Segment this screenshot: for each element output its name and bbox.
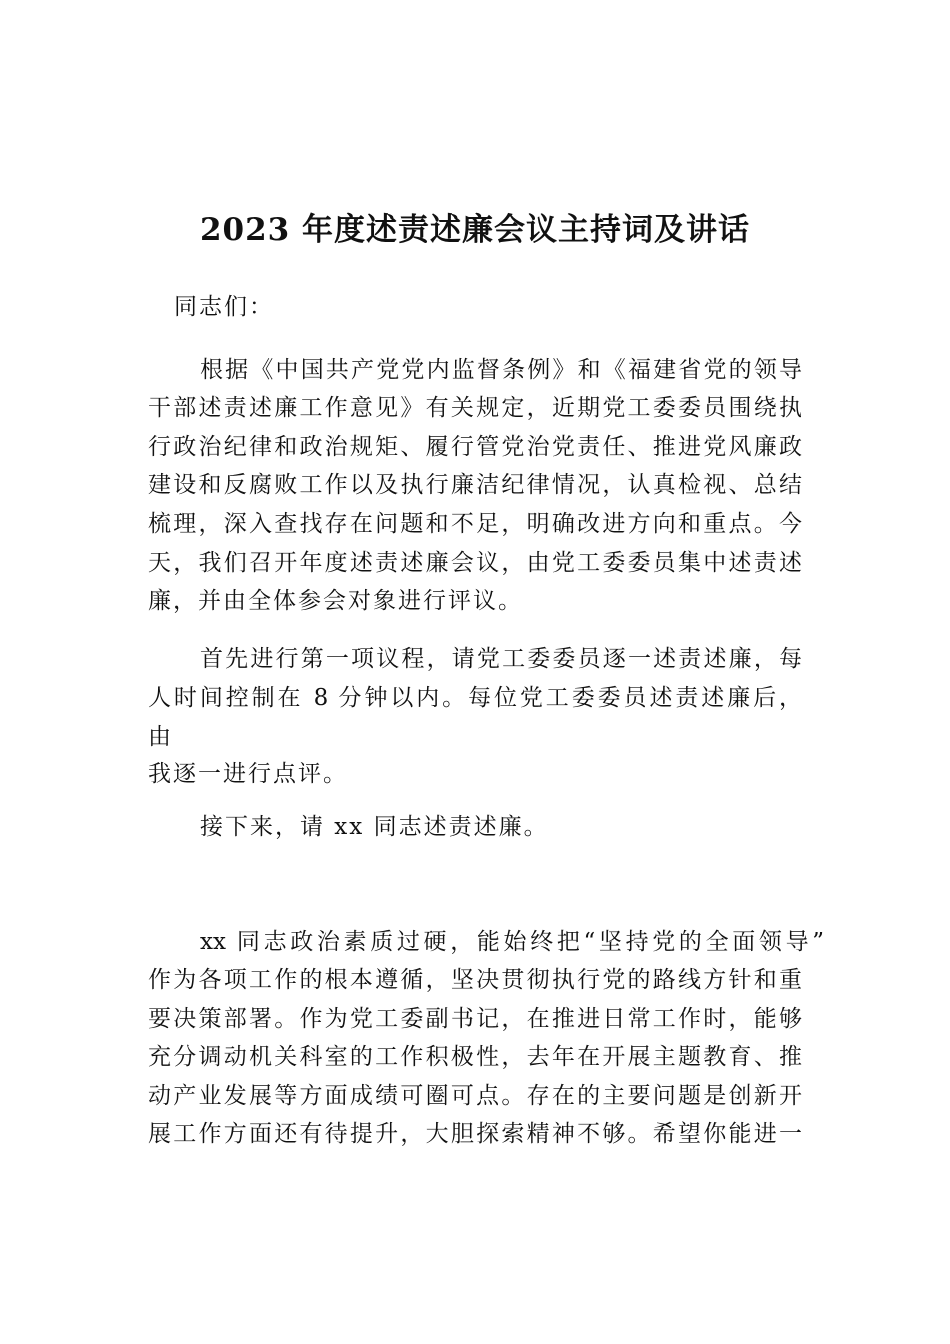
paragraph-1-line-3: 行政治纪律和政治规矩、履行管党治党责任、推进党风廉政 bbox=[148, 434, 802, 460]
document-title: 2023 年度述责述廉会议主持词及讲话 bbox=[199, 212, 751, 248]
paragraph-4-line-6: 展工作方面还有待提升，大胆探索精神不够。希望你能进一 bbox=[148, 1121, 802, 1147]
paragraph-1-line-6: 天，我们召开年度述责述廉会议，由党工委委员集中述责述 bbox=[148, 550, 802, 576]
paragraph-1-line-7: 廉，并由全体参会对象进行评议。 bbox=[148, 588, 523, 614]
paragraph-4-line-4: 充分调动机关科室的工作积极性，去年在开展主题教育、推 bbox=[148, 1044, 802, 1070]
paragraph-2-line-2: 人时间控制在 8 分钟以内。每位党工委委员述责述廉后， bbox=[148, 685, 802, 711]
paragraph-4-line-3: 要决策部署。作为党工委副书记，在推进日常工作时，能够 bbox=[148, 1006, 802, 1032]
paragraph-1-line-1: 根据《中国共产党党内监督条例》和《福建省党的领导 bbox=[200, 357, 802, 383]
paragraph-3-line-1: 接下来，请 xx 同志述责述廉。 bbox=[200, 814, 549, 840]
paragraph-4-line-5: 动产业发展等方面成绩可圈可点。存在的主要问题是创新开 bbox=[148, 1083, 802, 1109]
paragraph-2-line-4: 我逐一进行点评。 bbox=[148, 761, 348, 787]
paragraph-4-line-2: 作为各项工作的根本遵循，坚决贯彻执行党的路线方针和重 bbox=[148, 967, 802, 993]
paragraph-2-line-1: 首先进行第一项议程，请党工委委员逐一述责述廉，每 bbox=[200, 646, 802, 672]
paragraph-2-line-3: 由 bbox=[148, 724, 173, 750]
salutation: 同志们： bbox=[174, 294, 274, 320]
paragraph-1-line-2: 干部述责述廉工作意见》有关规定，近期党工委委员围绕执 bbox=[148, 395, 802, 421]
paragraph-4-line-1: xx 同志政治素质过硬，能始终把“坚持党的全面领导” bbox=[200, 929, 824, 955]
paragraph-1-line-4: 建设和反腐败工作以及执行廉洁纪律情况，认真检视、总结 bbox=[148, 472, 802, 498]
paragraph-1-line-5: 梳理，深入查找存在问题和不足，明确改进方向和重点。今 bbox=[148, 511, 802, 537]
